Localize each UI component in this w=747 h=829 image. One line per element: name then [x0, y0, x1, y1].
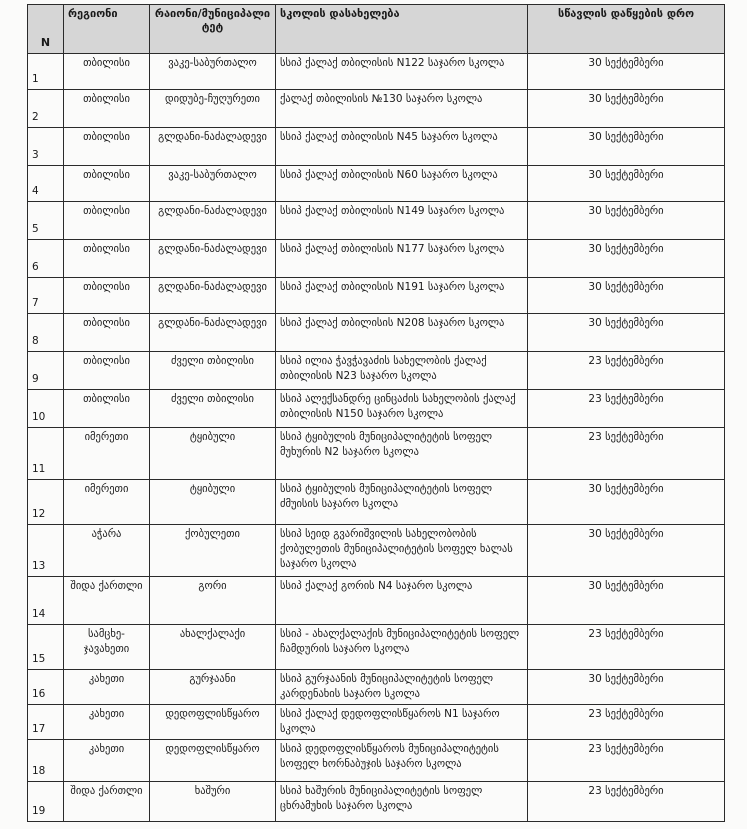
row-start-date: 23 სექტემბერი — [528, 705, 725, 740]
row-region: თბილისი — [64, 54, 150, 90]
row-region: თბილისი — [64, 128, 150, 166]
row-school: სსიპ დედოფლისწყაროს მუნიციპალიტეტის სოფელ ხორნაბუჯის საჯარო სკოლა — [276, 740, 528, 782]
row-school: სსიპ ხაშურის მუნიციპალიტეტის სოფელ ცხრამუხის საჯარო სკოლა — [276, 782, 528, 822]
row-start-date: 30 სექტემბერი — [528, 166, 725, 202]
row-number: 3 — [28, 128, 64, 166]
row-start-date: 23 სექტემბერი — [528, 390, 725, 428]
row-region: იმერეთი — [64, 428, 150, 480]
row-school: სსიპ ტყიბულის მუნიციპალიტეტის სოფელ ძმუისის საჯარო სკოლა — [276, 480, 528, 525]
row-region: თბილისი — [64, 278, 150, 314]
row-start-date: 23 სექტემბერი — [528, 428, 725, 480]
row-number: 7 — [28, 278, 64, 314]
row-district: ხაშური — [150, 782, 276, 822]
table-row — [28, 782, 725, 822]
row-region: თბილისი — [64, 352, 150, 390]
row-school: სსიპ ქალაქ გორის N4 საჯარო სკოლა — [276, 577, 528, 625]
row-school: ქალაქ თბილისის №130 საჯარო სკოლა — [276, 90, 528, 128]
row-region: კახეთი — [64, 670, 150, 705]
row-district: ახალქალაქი — [150, 625, 276, 670]
row-start-date: 30 სექტემბერი — [528, 240, 725, 278]
row-school: სსიპ ილია ჭავჭავაძის სახელობის ქალაქ თბილისის N23 საჯარო სკოლა — [276, 352, 528, 390]
row-number: 14 — [28, 577, 64, 625]
row-district: გურჯაანი — [150, 670, 276, 705]
row-start-date: 30 სექტემბერი — [528, 525, 725, 577]
row-number: 19 — [28, 782, 64, 822]
row-start-date: 30 სექტემბერი — [528, 577, 725, 625]
header-number: N — [28, 5, 64, 54]
table-row — [28, 428, 725, 480]
table-row — [28, 128, 725, 166]
row-start-date: 30 სექტემბერი — [528, 480, 725, 525]
row-region: კახეთი — [64, 705, 150, 740]
row-number: 12 — [28, 480, 64, 525]
row-number: 13 — [28, 525, 64, 577]
row-school: სსიპ ალექსანდრე ცინცაძის სახელობის ქალაქ თბილისის N150 საჯარო სკოლა — [276, 390, 528, 428]
table-row — [28, 390, 725, 428]
row-start-date: 30 სექტემბერი — [528, 670, 725, 705]
row-district: გლდანი-ნაძალადევი — [150, 240, 276, 278]
row-school: სსიპ გურჯაანის მუნიციპალიტეტის სოფელ კარდენახის საჯარო სკოლა — [276, 670, 528, 705]
row-district: დედოფლისწყარო — [150, 705, 276, 740]
table-row — [28, 202, 725, 240]
row-start-date: 30 სექტემბერი — [528, 54, 725, 90]
row-number: 4 — [28, 166, 64, 202]
row-start-date: 23 სექტემბერი — [528, 625, 725, 670]
schools-table — [27, 4, 725, 822]
table-row — [28, 525, 725, 577]
row-start-date: 30 სექტემბერი — [528, 278, 725, 314]
row-region: თბილისი — [64, 90, 150, 128]
header-region: რეგიონი — [64, 5, 150, 54]
row-district: ტყიბული — [150, 480, 276, 525]
row-number: 15 — [28, 625, 64, 670]
row-number: 1 — [28, 54, 64, 90]
row-region: სამცხე-ჯავახეთი — [64, 625, 150, 670]
row-district: გლდანი-ნაძალადევი — [150, 314, 276, 352]
table-row — [28, 352, 725, 390]
table-header-row — [28, 5, 725, 54]
table-row — [28, 314, 725, 352]
row-region: თბილისი — [64, 314, 150, 352]
row-region: თბილისი — [64, 166, 150, 202]
row-district: გლდანი-ნაძალადევი — [150, 128, 276, 166]
row-school: სსიპ ტყიბულის მუნიციპალიტეტის სოფელ მუხურის N2 საჯარო სკოლა — [276, 428, 528, 480]
table-row — [28, 625, 725, 670]
row-region: თბილისი — [64, 240, 150, 278]
row-school: სსიპ ქალაქ თბილისის N45 საჯარო სკოლა — [276, 128, 528, 166]
row-district: დიდუბე-ჩუღურეთი — [150, 90, 276, 128]
table-row — [28, 740, 725, 782]
header-start-date: სწავლის დაწყების დრო — [528, 5, 725, 54]
row-school: სსიპ ქალაქ თბილისის N149 საჯარო სკოლა — [276, 202, 528, 240]
row-school: სსიპ ქალაქ თბილისის N191 საჯარო სკოლა — [276, 278, 528, 314]
row-number: 6 — [28, 240, 64, 278]
row-start-date: 23 სექტემბერი — [528, 782, 725, 822]
table-row — [28, 278, 725, 314]
row-number: 18 — [28, 740, 64, 782]
row-region: შიდა ქართლი — [64, 577, 150, 625]
header-school: სკოლის დასახელება — [276, 5, 528, 54]
row-region: იმერეთი — [64, 480, 150, 525]
row-number: 8 — [28, 314, 64, 352]
table-row — [28, 705, 725, 740]
row-district: ძველი თბილისი — [150, 352, 276, 390]
row-school: სსიპ ქალაქ თბილისის N208 საჯარო სკოლა — [276, 314, 528, 352]
row-region: თბილისი — [64, 202, 150, 240]
row-region: შიდა ქართლი — [64, 782, 150, 822]
row-school: სსიპ სეიდ გვარიშვილის სახელობობის ქობულეთის მუნიციპალიტეტის სოფელ ხალას საჯარო სკოლა — [276, 525, 528, 577]
row-start-date: 23 სექტემბერი — [528, 352, 725, 390]
row-start-date: 30 სექტემბერი — [528, 314, 725, 352]
table-row — [28, 54, 725, 90]
table-row — [28, 240, 725, 278]
table-row — [28, 166, 725, 202]
row-district: ვაკე-საბურთალო — [150, 54, 276, 90]
row-number: 16 — [28, 670, 64, 705]
row-district: დედოფლისწყარო — [150, 740, 276, 782]
row-region: აჭარა — [64, 525, 150, 577]
row-start-date: 30 სექტემბერი — [528, 128, 725, 166]
row-region: კახეთი — [64, 740, 150, 782]
row-start-date: 30 სექტემბერი — [528, 90, 725, 128]
row-start-date: 30 სექტემბერი — [528, 202, 725, 240]
row-school: სსიპ ქალაქ თბილისის N177 საჯარო სკოლა — [276, 240, 528, 278]
table-row — [28, 90, 725, 128]
row-start-date: 23 სექტემბერი — [528, 740, 725, 782]
row-district: ტყიბული — [150, 428, 276, 480]
row-district: ძველი თბილისი — [150, 390, 276, 428]
row-school: სსიპ ქალაქ დედოფლისწყაროს N1 საჯარო სკოლა — [276, 705, 528, 740]
row-region: თბილისი — [64, 390, 150, 428]
row-number: 10 — [28, 390, 64, 428]
row-school: სსიპ ქალაქ თბილისის N60 საჯარო სკოლა — [276, 166, 528, 202]
row-number: 9 — [28, 352, 64, 390]
row-number: 2 — [28, 90, 64, 128]
row-number: 17 — [28, 705, 64, 740]
row-district: ვაკე-საბურთალო — [150, 166, 276, 202]
table-row — [28, 577, 725, 625]
row-number: 5 — [28, 202, 64, 240]
row-school: სსიპ - ახალქალაქის მუნიციპალიტეტის სოფელ ჩამდურის საჯარო სკოლა — [276, 625, 528, 670]
row-district: გლდანი-ნაძალადევი — [150, 278, 276, 314]
row-district: გლდანი-ნაძალადევი — [150, 202, 276, 240]
row-district: ქობულეთი — [150, 525, 276, 577]
header-district: რაიონი/მუნიციპალი ტეტ — [150, 5, 276, 54]
row-school: სსიპ ქალაქ თბილისის N122 საჯარო სკოლა — [276, 54, 528, 90]
table-row — [28, 480, 725, 525]
row-number: 11 — [28, 428, 64, 480]
table-row — [28, 670, 725, 705]
row-district: გორი — [150, 577, 276, 625]
